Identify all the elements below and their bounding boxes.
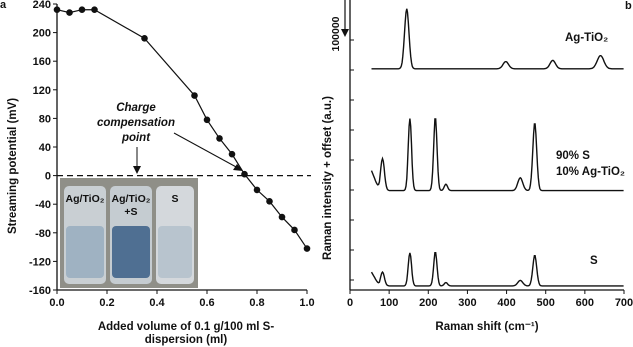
data-point xyxy=(279,214,286,221)
panel-b-xtick-label: 400 xyxy=(497,297,516,309)
panel-a-ytick-label: 160 xyxy=(32,56,51,69)
annotation-arrowhead xyxy=(233,164,243,171)
data-point xyxy=(66,9,73,16)
panel-a-ytick-label: 40 xyxy=(38,142,51,154)
panel-a-ytick-label: 80 xyxy=(38,113,51,126)
data-point xyxy=(191,92,198,99)
panel-b-xtick-label: 600 xyxy=(575,297,595,309)
panel-b-xtick-label: 0 xyxy=(346,297,354,309)
panel-a-ytick-label: -160 xyxy=(28,285,51,297)
raman-spectra-chart xyxy=(322,0,633,333)
data-point xyxy=(266,198,273,205)
panel-b-xtick-label: 500 xyxy=(536,297,555,309)
data-point xyxy=(229,151,236,158)
series-label-s: S xyxy=(590,255,598,267)
annotation-line-2: compensation xyxy=(97,117,175,129)
panel-a-ytick-label: 200 xyxy=(32,27,51,40)
data-point xyxy=(141,35,148,42)
vial-label-1: Ag/TiO₂ xyxy=(65,193,105,205)
vial-label-3: S xyxy=(171,193,179,205)
data-point xyxy=(91,6,98,13)
panel-b-xtick-label: 200 xyxy=(419,297,438,309)
vial-2-liquid xyxy=(112,226,150,278)
panel-b-ylabel: Raman intensity + offset (a.u.) xyxy=(322,96,334,260)
series-label-10ag: 10% Ag-TiO₂ xyxy=(556,166,626,178)
series-label-ag-tio2: Ag-TiO₂ xyxy=(565,32,609,44)
panel-a-xtick-label: 1.0 xyxy=(299,297,315,309)
panel-b-xtick-label: 700 xyxy=(614,297,633,309)
data-point xyxy=(54,6,61,13)
scale-bar-label: 100000 xyxy=(330,16,342,52)
panel-b-xlabel: Raman shift (cm⁻¹) xyxy=(435,321,539,333)
data-point xyxy=(241,171,248,178)
panel-a-xtick-label: 0.8 xyxy=(249,297,265,309)
panel-a-xtick-label: 0.4 xyxy=(149,297,165,309)
vial-label-2b: +S xyxy=(124,206,138,218)
vial-3-liquid xyxy=(158,226,192,278)
data-point xyxy=(304,245,311,252)
annotation-line-3: point xyxy=(121,132,151,144)
panel-a-xtick-label: 0.2 xyxy=(99,297,115,309)
panel-a-xlabel-1: Added volume of 0.1 g/100 ml S- xyxy=(97,321,275,333)
panel-a-ytick-label: -40 xyxy=(35,199,51,212)
data-point xyxy=(291,227,298,234)
panel-a-ylabel: Streaming potential (mV) xyxy=(7,97,19,235)
panel-a-xtick-label: 0.0 xyxy=(49,297,65,309)
data-point xyxy=(79,6,86,13)
data-point xyxy=(204,117,211,124)
panel-a-ytick-label: 240 xyxy=(32,0,51,11)
annotation-line-1: Charge xyxy=(116,102,156,114)
panel-a-ytick-label: -120 xyxy=(28,256,51,269)
panel-a-ytick-label: 0 xyxy=(44,170,51,183)
vial-1-liquid xyxy=(66,226,104,278)
vials-photo-inset xyxy=(60,178,198,288)
panel-a-label: a xyxy=(0,0,7,11)
vial-label-2: Ag/TiO₂ xyxy=(111,193,151,205)
panel-a-xlabel-2: dispersion (ml) xyxy=(144,334,228,346)
panel-b-xtick-label: 300 xyxy=(458,297,477,309)
data-point xyxy=(254,187,261,194)
panel-b-xtick-label: 100 xyxy=(379,297,399,309)
streaming-potential-chart xyxy=(0,0,315,346)
raman-spectrum-line xyxy=(372,253,624,286)
series-label-90s: 90% S xyxy=(556,150,590,162)
panel-b-label: b xyxy=(625,0,632,12)
data-point xyxy=(216,135,223,142)
annotation-arrowhead-down xyxy=(133,166,141,174)
panel-b-series xyxy=(372,9,624,286)
panel-a-xtick-label: 0.6 xyxy=(199,297,215,309)
panel-a-ytick-label: -80 xyxy=(35,227,51,240)
panel-a-ytick-label: 120 xyxy=(32,84,51,97)
scale-bar-arrowhead xyxy=(341,29,349,37)
